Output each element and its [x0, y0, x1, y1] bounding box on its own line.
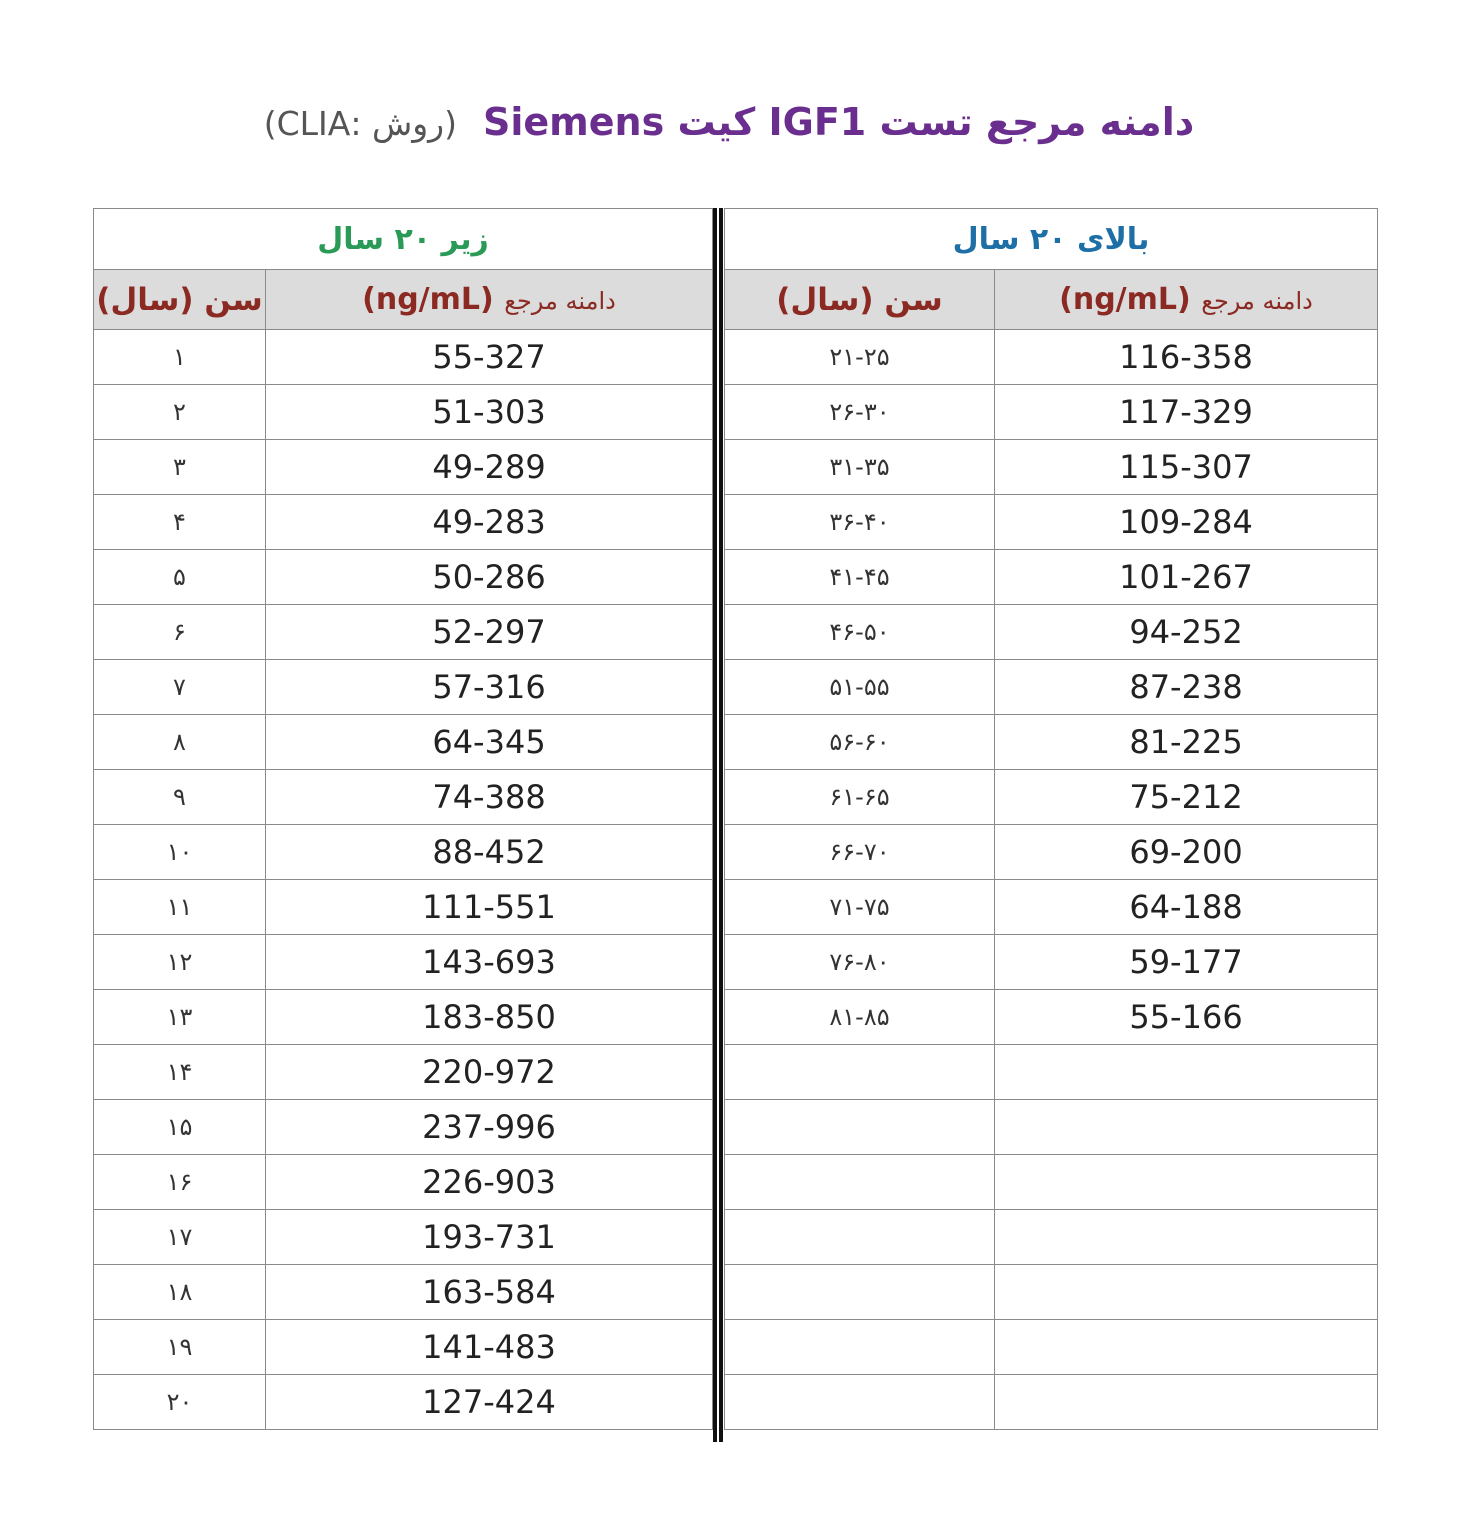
age-cell: ۶۶-۷۰: [725, 825, 995, 880]
age-cell: ۸: [94, 715, 266, 770]
age-cell: [725, 1265, 995, 1320]
over-20-group-row: [725, 209, 1378, 270]
table-row: [94, 990, 713, 1045]
age-cell: [725, 1320, 995, 1375]
age-cell: ۱۲: [94, 935, 266, 990]
age-cell: [725, 1100, 995, 1155]
age-cell: ۷: [94, 660, 266, 715]
range-cell: 163-584: [266, 1265, 713, 1320]
range-cell: 49-283: [266, 495, 713, 550]
table-row: [725, 1265, 1378, 1320]
range-cell: 141-483: [266, 1320, 713, 1375]
age-cell: ۲۶-۳۰: [725, 385, 995, 440]
table-row: [94, 1210, 713, 1265]
table-row: [725, 1155, 1378, 1210]
table-row: [725, 715, 1378, 770]
range-cell: 101-267: [995, 550, 1378, 605]
range-cell: [995, 1045, 1378, 1100]
age-cell: ۵۶-۶۰: [725, 715, 995, 770]
age-cell: [725, 1375, 995, 1430]
table-row: [725, 770, 1378, 825]
range-cell: 50-286: [266, 550, 713, 605]
range-cell: 115-307: [995, 440, 1378, 495]
range-header-unit: (ng/mL): [362, 282, 494, 317]
table-row: [94, 1045, 713, 1100]
range-header-label: دامنه مرجع: [504, 287, 616, 315]
range-cell: 116-358: [995, 330, 1378, 385]
table-row: [94, 935, 713, 990]
over-20-age-header: سن (سال): [725, 270, 995, 330]
table-row: [94, 1265, 713, 1320]
age-cell: ۷۱-۷۵: [725, 880, 995, 935]
range-cell: 55-327: [266, 330, 713, 385]
table-row: [725, 1210, 1378, 1265]
range-cell: 52-297: [266, 605, 713, 660]
range-cell: [995, 1375, 1378, 1430]
table-row: [725, 550, 1378, 605]
table-row: [725, 1045, 1378, 1100]
range-cell: 143-693: [266, 935, 713, 990]
age-cell: ۷۶-۸۰: [725, 935, 995, 990]
range-cell: 51-303: [266, 385, 713, 440]
range-cell: 117-329: [995, 385, 1378, 440]
range-cell: 55-166: [995, 990, 1378, 1045]
over-20-table: [724, 208, 1378, 1430]
table-row: [94, 1320, 713, 1375]
under-20-age-header: سن (سال): [94, 270, 266, 330]
range-header-label: دامنه مرجع: [1201, 287, 1313, 315]
age-cell: [725, 1155, 995, 1210]
age-cell: ۱: [94, 330, 266, 385]
range-cell: 111-551: [266, 880, 713, 935]
table-row: [725, 385, 1378, 440]
title-main: دامنه مرجع تست IGF1 کیت Siemens: [483, 100, 1195, 144]
range-cell: [995, 1100, 1378, 1155]
age-cell: ۶: [94, 605, 266, 660]
table-row: [725, 495, 1378, 550]
over-20-range-header: [995, 270, 1378, 330]
table-row: [725, 660, 1378, 715]
table-row: [94, 495, 713, 550]
range-cell: [995, 1155, 1378, 1210]
range-cell: 74-388: [266, 770, 713, 825]
range-cell: [995, 1210, 1378, 1265]
range-cell: 49-289: [266, 440, 713, 495]
title-method: (روش :CLIA): [263, 104, 457, 143]
range-cell: [995, 1265, 1378, 1320]
range-cell: 94-252: [995, 605, 1378, 660]
under-20-group-row: [94, 209, 713, 270]
age-cell: [725, 1210, 995, 1265]
range-cell: 237-996: [266, 1100, 713, 1155]
age-cell: ۱۱: [94, 880, 266, 935]
table-divider-right: [719, 208, 723, 1442]
age-cell: ۲۰: [94, 1375, 266, 1430]
table-row: [94, 660, 713, 715]
range-cell: 75-212: [995, 770, 1378, 825]
table-row: [94, 770, 713, 825]
age-cell: ۱۸: [94, 1265, 266, 1320]
range-cell: 64-345: [266, 715, 713, 770]
range-cell: 183-850: [266, 990, 713, 1045]
age-cell: ۲: [94, 385, 266, 440]
age-cell: [725, 1045, 995, 1100]
table-row: [725, 1375, 1378, 1430]
table-row: [94, 825, 713, 880]
table-row: [94, 1155, 713, 1210]
age-cell: ۴: [94, 495, 266, 550]
range-cell: 88-452: [266, 825, 713, 880]
age-cell: ۴۶-۵۰: [725, 605, 995, 660]
table-row: [725, 440, 1378, 495]
range-cell: 57-316: [266, 660, 713, 715]
range-cell: 127-424: [266, 1375, 713, 1430]
age-cell: ۸۱-۸۵: [725, 990, 995, 1045]
range-cell: 64-188: [995, 880, 1378, 935]
under-20-group-label: زیر ۲۰ سال: [94, 209, 713, 270]
table-row: [725, 880, 1378, 935]
table-row: [94, 715, 713, 770]
under-20-body: [94, 330, 713, 1430]
range-cell: [995, 1320, 1378, 1375]
age-cell: ۵: [94, 550, 266, 605]
range-cell: 69-200: [995, 825, 1378, 880]
age-cell: ۱۴: [94, 1045, 266, 1100]
table-row: [94, 330, 713, 385]
table-divider-left: [713, 208, 717, 1442]
table-row: [725, 1320, 1378, 1375]
age-cell: ۵۱-۵۵: [725, 660, 995, 715]
age-cell: ۲۱-۲۵: [725, 330, 995, 385]
age-cell: ۳۶-۴۰: [725, 495, 995, 550]
age-cell: ۱۹: [94, 1320, 266, 1375]
range-cell: 81-225: [995, 715, 1378, 770]
range-header-unit: (ng/mL): [1059, 282, 1191, 317]
range-cell: 87-238: [995, 660, 1378, 715]
over-20-header-row: [725, 270, 1378, 330]
under-20-table: [93, 208, 713, 1430]
age-cell: ۴۱-۴۵: [725, 550, 995, 605]
over-20-body: [725, 330, 1378, 1430]
table-row: [94, 1100, 713, 1155]
table-row: [94, 440, 713, 495]
under-20-header-row: [94, 270, 713, 330]
page-title: [0, 100, 1458, 160]
table-row: [94, 550, 713, 605]
range-cell: 226-903: [266, 1155, 713, 1210]
table-row: [94, 1375, 713, 1430]
table-row: [94, 605, 713, 660]
range-cell: 220-972: [266, 1045, 713, 1100]
under-20-range-header: [266, 270, 713, 330]
age-cell: ۱۷: [94, 1210, 266, 1265]
age-cell: ۶۱-۶۵: [725, 770, 995, 825]
age-cell: ۱۵: [94, 1100, 266, 1155]
age-cell: ۱۳: [94, 990, 266, 1045]
table-row: [725, 990, 1378, 1045]
table-row: [725, 605, 1378, 660]
range-cell: 59-177: [995, 935, 1378, 990]
age-cell: ۳: [94, 440, 266, 495]
age-cell: ۹: [94, 770, 266, 825]
range-cell: 109-284: [995, 495, 1378, 550]
over-20-group-label: بالای ۲۰ سال: [725, 209, 1378, 270]
age-cell: ۱۰: [94, 825, 266, 880]
range-cell: 193-731: [266, 1210, 713, 1265]
age-cell: ۱۶: [94, 1155, 266, 1210]
age-cell: ۳۱-۳۵: [725, 440, 995, 495]
table-row: [94, 385, 713, 440]
table-row: [725, 935, 1378, 990]
table-row: [725, 1100, 1378, 1155]
table-row: [725, 825, 1378, 880]
table-row: [94, 880, 713, 935]
table-row: [725, 330, 1378, 385]
